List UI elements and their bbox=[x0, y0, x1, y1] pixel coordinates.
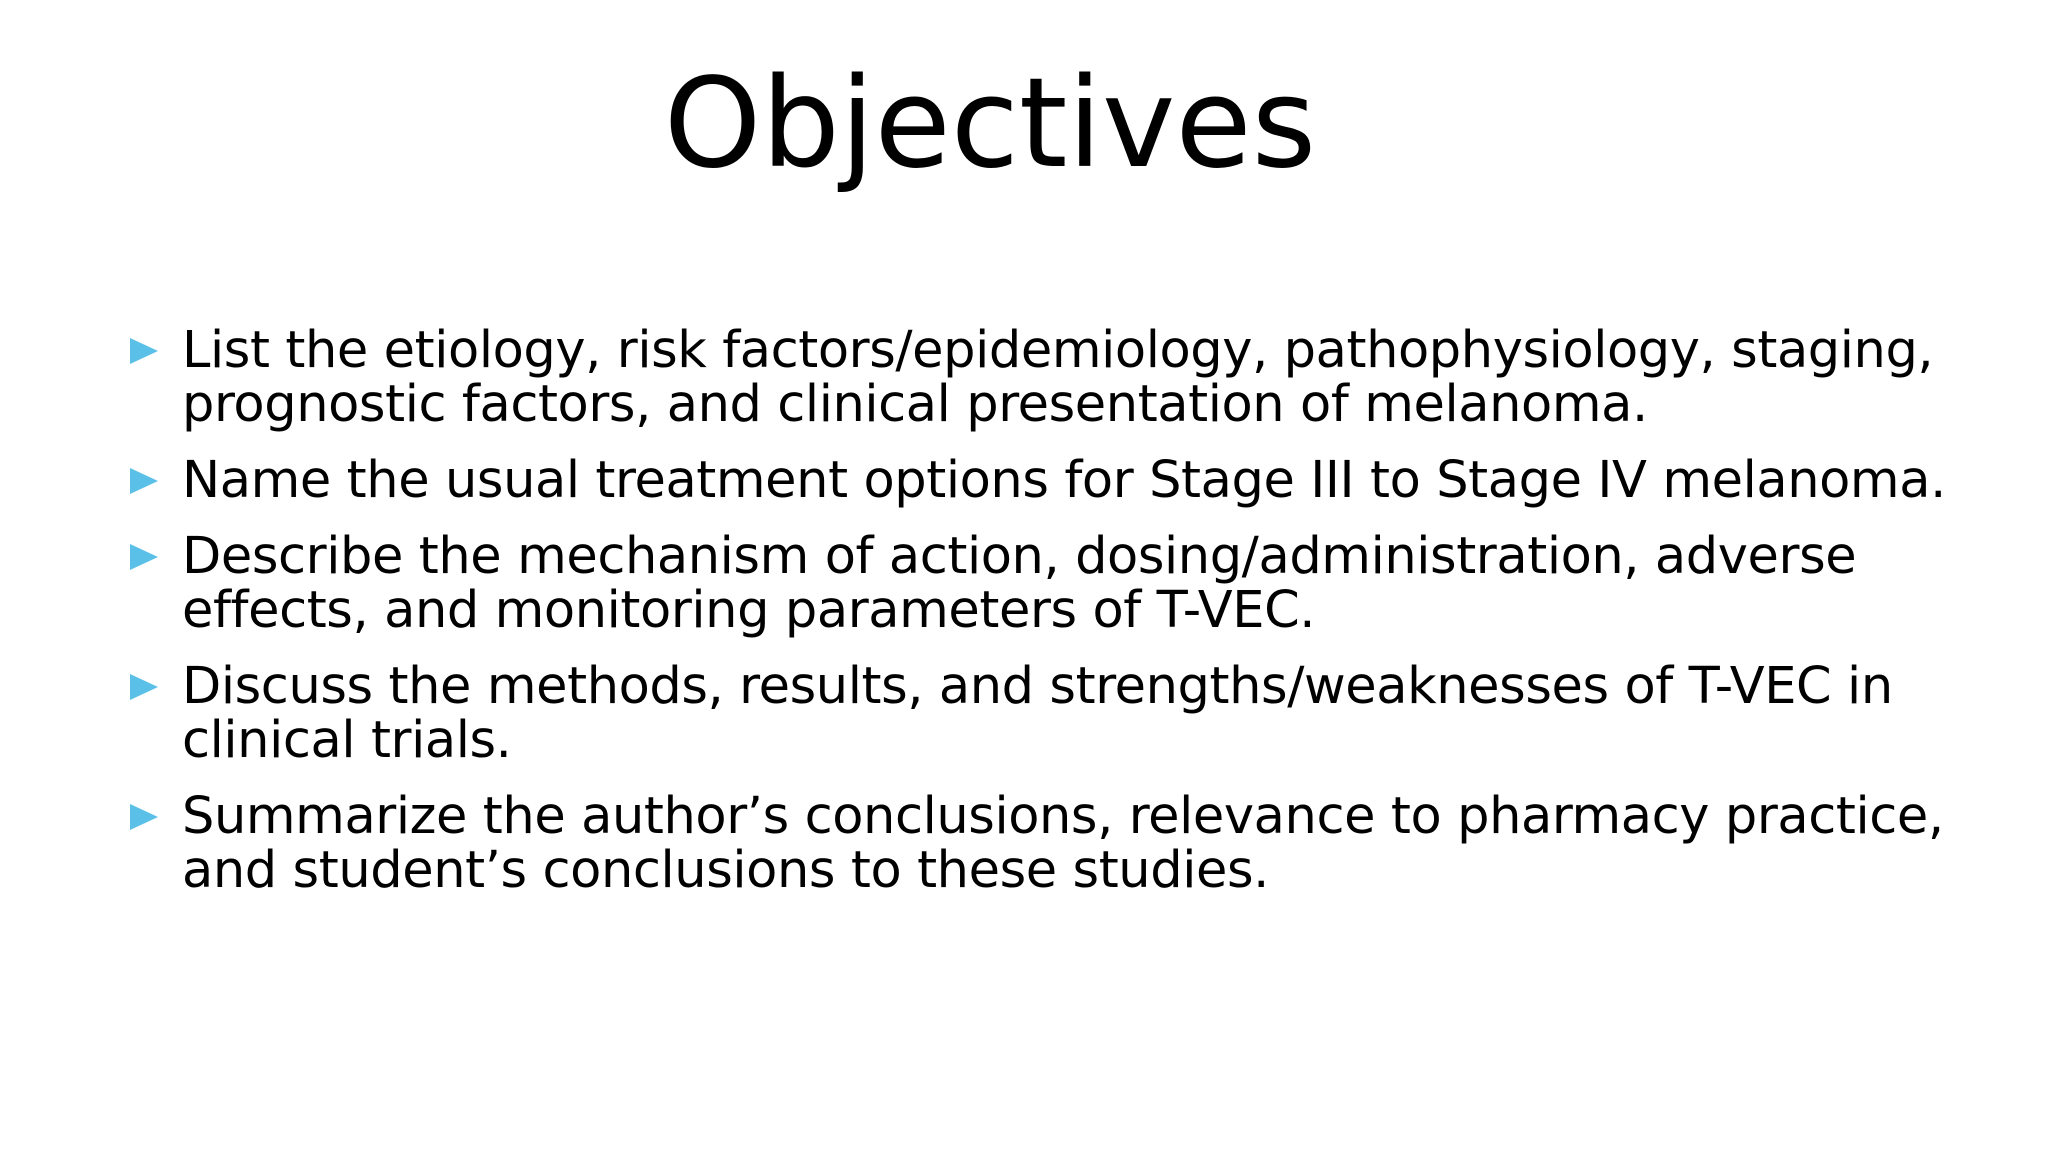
list-item bbox=[126, 787, 2006, 900]
list-item bbox=[126, 321, 2006, 434]
triangle-right-icon bbox=[126, 530, 182, 584]
triangle-right-icon bbox=[126, 454, 182, 508]
triangle-right-icon bbox=[126, 660, 182, 714]
list-item bbox=[126, 657, 2006, 770]
slide-title: Objectives bbox=[663, 52, 1317, 196]
list-item bbox=[126, 451, 2006, 510]
triangle-right-icon bbox=[126, 324, 182, 378]
list-item-text: List the etiology, risk factors/epidemiology, pathophysiology, staging, prognostic factors, and clinical presentation of melanoma. bbox=[182, 321, 1934, 434]
list-item-text: Name the usual treatment options for Stage III to Stage IV melanoma. bbox=[182, 451, 1946, 510]
triangle-right-icon bbox=[126, 790, 182, 844]
list-item-text: Summarize the author’s conclusions, relevance to pharmacy practice, and student’s conclusions to these studies. bbox=[182, 787, 1944, 900]
list-item bbox=[126, 527, 2006, 640]
list-item-text: Describe the mechanism of action, dosing/administration, adverse effects, and monitoring parameters of T-VEC. bbox=[182, 527, 1857, 640]
objectives-list bbox=[126, 321, 2006, 920]
list-item-text: Discuss the methods, results, and strengths/weaknesses of T-VEC in clinical trials. bbox=[182, 657, 1893, 770]
